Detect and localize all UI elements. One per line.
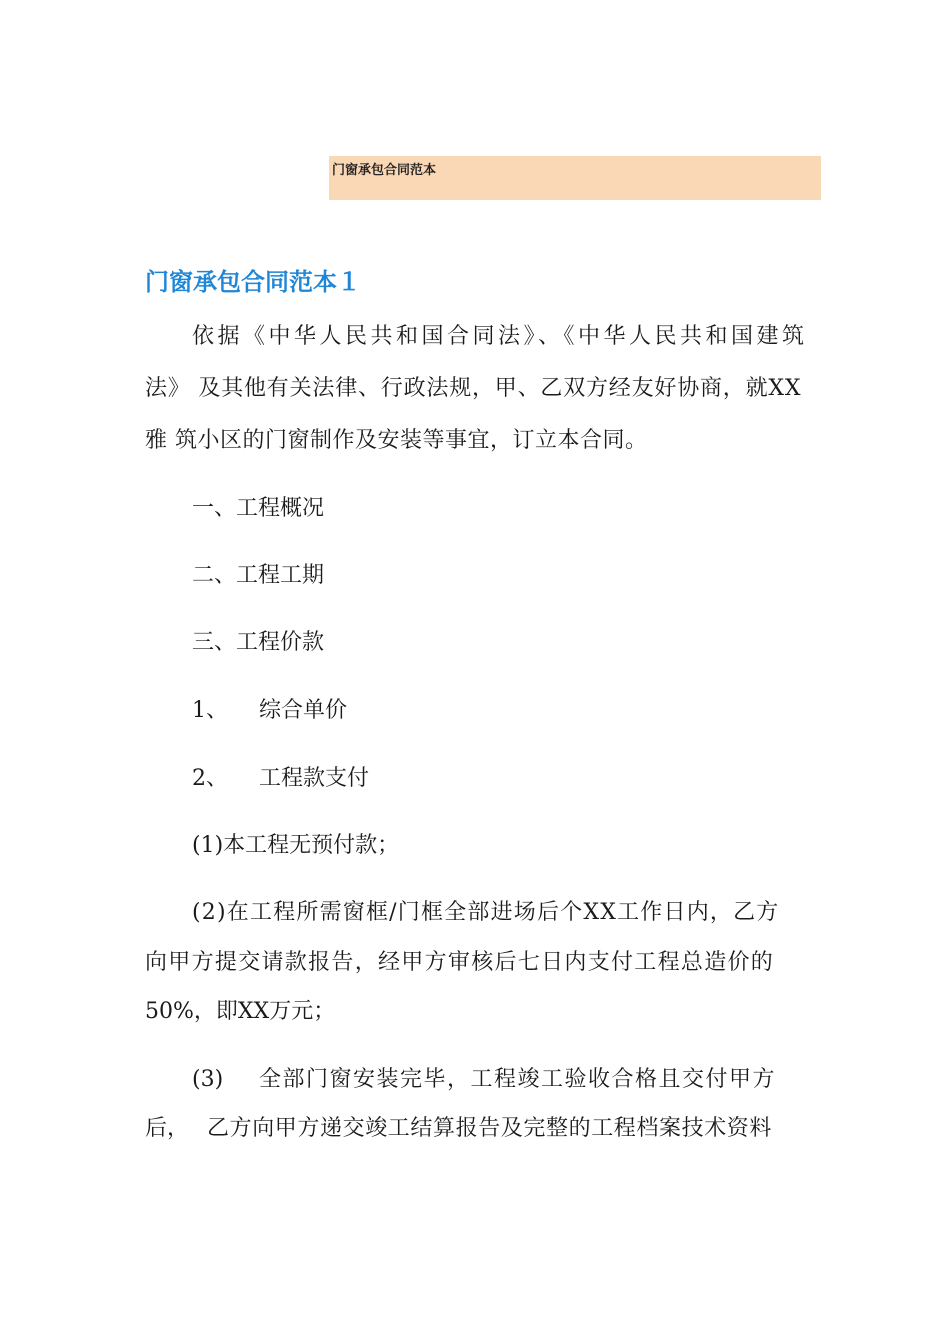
clause-3-line-2b-text: 乙方向甲方递交竣工结算报告及完整的工程档案技术资料 — [207, 1116, 773, 1141]
header-band-text: 门窗承包合同范本 — [332, 163, 437, 178]
heading-price: 三、工程价款 — [192, 630, 325, 655]
intro-line-1 — [192, 322, 820, 352]
intro-line-3-text: 雅 筑小区的门窗制作及安装等事宜，订立本合同。 — [145, 428, 648, 453]
clause-2-line-1 — [192, 898, 780, 928]
header-band — [329, 156, 821, 200]
item-payment-text: 工程款支付 — [259, 766, 370, 791]
clause-3-line-1-text: 全部门窗安装完毕，工程竣工验收合格且交付甲方 — [259, 1067, 777, 1092]
clause-3-line-2 — [145, 1114, 773, 1144]
item-payment — [192, 764, 370, 794]
clause-1: (1)本工程无预付款； — [192, 833, 400, 858]
clause-2-line-1-text: (2)在工程所需窗框/门框全部进场后个XX工作日内，乙方 — [192, 900, 780, 925]
clause-3-line-1 — [192, 1065, 777, 1095]
clause-2-line-2 — [145, 948, 774, 978]
heading-schedule: 二、工程工期 — [192, 563, 325, 588]
item-unit-price-num: 1、 — [192, 698, 228, 723]
clause-2-line-3: 50%，即XX万元； — [145, 999, 336, 1024]
heading-overview: 一、工程概况 — [192, 496, 325, 521]
item-unit-price-text: 综合单价 — [259, 698, 348, 723]
item-unit-price — [192, 696, 348, 726]
clause-3-line-2a-text: 后， — [145, 1116, 190, 1141]
section-title: 门窗承包合同范本１ — [145, 268, 361, 296]
intro-line-2 — [145, 374, 801, 404]
clause-2-line-2-text: 向甲方提交请款报告，经甲方审核后七日内支付工程总造价的 — [145, 950, 775, 975]
intro-line-2-text: 法》 及其他有关法律、行政法规，甲、乙双方经友好协商，就XX — [145, 376, 802, 401]
clause-3-num: (3) — [192, 1067, 224, 1092]
intro-line-1-text: 依据《中华人民共和国合同法》、《中华人民共和国建筑 — [192, 324, 808, 349]
item-payment-num: 2、 — [192, 766, 228, 791]
intro-line-3 — [145, 426, 648, 456]
